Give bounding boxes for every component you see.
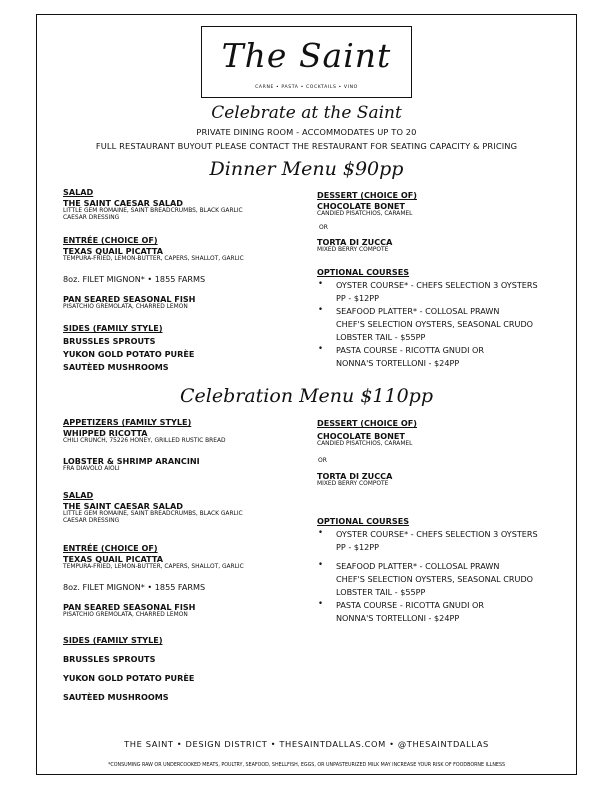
celebration-dessert-bonet: CHOCOLATE BONET <box>317 431 405 441</box>
dinner-salad-item: THE SAINT CAESAR SALAD <box>63 198 183 208</box>
footer-disclaimer: *CONSUMING RAW OR UNDERCOOKED MEATS, POULTRY, SEAFOOD, SHELLFISH, EGGS, OR UNPASTEURIZED MILK MAY INCREASE YOUR RISK OF FOODBORNE ILLNESS <box>107 763 506 768</box>
bullet-icon: • <box>318 279 324 289</box>
dinner-side-brussels: BRUSSLES SPROUTS <box>63 336 156 346</box>
dinner-sides-heading: SIDES (FAMILY STYLE) <box>63 323 163 333</box>
celebration-optional-oyster-price: PP - $12PP <box>336 542 380 552</box>
bullet-icon: • <box>318 528 324 538</box>
dinner-optional-pasta: PASTA COURSE - RICOTTA GNUDI OR <box>336 345 485 355</box>
dinner-dessert-torta-desc: MIXED BERRY COMPOTE <box>317 247 389 253</box>
bullet-icon: • <box>318 305 324 315</box>
footer-contact: THE SAINT • DESIGN DISTRICT • THESAINTDALLAS.COM • @THESAINTDALLAS <box>124 739 489 749</box>
bullet-icon: • <box>318 599 324 609</box>
dinner-optional-seafood-price: LOBSTER TAIL - $55PP <box>336 332 426 342</box>
celebration-dessert-or: OR <box>318 457 327 464</box>
celebration-entree-quail: TEXAS QUAIL PICATTA <box>63 554 164 564</box>
dinner-salad-desc-2: CAESAR DRESSING <box>63 215 120 221</box>
dinner-entree-fish: PAN SEARED SEASONAL FISH <box>63 294 196 304</box>
celebration-optional-pasta-price: NONNA'S TORTELLONI - $24PP <box>336 613 460 623</box>
dinner-optional-seafood: SEAFOOD PLATTER* - COLLOSAL PRAWN <box>336 306 500 316</box>
celebration-app-ricotta: WHIPPED RICOTTA <box>63 428 148 438</box>
celebration-salad-desc: LITTLE GEM ROMAINE, SAINT BREADCRUMBS, BLACK GARLIC <box>63 511 243 517</box>
celebration-entree-fish: PAN SEARED SEASONAL FISH <box>63 602 196 612</box>
logo-wordmark: The Saint <box>221 36 392 75</box>
celebration-dessert-torta: TORTA DI ZUCCA <box>317 471 393 481</box>
celebration-app-arancini: LOBSTER & SHRIMP ARANCINI <box>63 456 200 466</box>
bullet-icon: • <box>318 560 324 570</box>
dinner-optional-oyster: OYSTER COURSE* - CHEFS SELECTION 3 OYSTERS <box>336 280 538 290</box>
private-dining-line: PRIVATE DINING ROOM - ACCOMMODATES UP TO 20 <box>196 127 417 137</box>
celebration-side-potato: YUKON GOLD POTATO PURÈE <box>63 673 195 683</box>
celebration-dessert-heading: DESSERT (CHOICE OF) <box>317 418 417 428</box>
dinner-entree-quail: TEXAS QUAIL PICATTA <box>63 246 164 256</box>
dinner-dessert-bonet-desc: CANDIED PISATCHIOS, CARAMEL <box>317 211 413 217</box>
celebration-app-ricotta-desc: CHILI CRUNCH, 75226 HONEY, GRILLED RUSTIC BREAD <box>63 438 226 444</box>
dinner-optional-oyster-price: PP - $12PP <box>336 293 380 303</box>
logo-tagline: CARNE • PASTA • COCKTAILS • VINO <box>255 85 358 90</box>
dinner-optional-heading: OPTIONAL COURSES <box>317 267 410 277</box>
celebration-menu-title: Celebration Menu $110pp <box>180 385 433 407</box>
dinner-optional-seafood-2: CHEF'S SELECTION OYSTERS, SEASONAL CRUDO <box>336 319 534 329</box>
page-title: Celebrate at the Saint <box>211 103 402 123</box>
celebration-entree-filet: 8oz. FILET MIGNON* • 1855 FARMS <box>63 582 206 592</box>
dinner-dessert-or: OR <box>319 224 328 231</box>
buyout-line: FULL RESTAURANT BUYOUT PLEASE CONTACT THE RESTAURANT FOR SEATING CAPACITY & PRICING <box>95 141 518 151</box>
celebration-optional-seafood-price: LOBSTER TAIL - $55PP <box>336 587 426 597</box>
dinner-entree-heading: ENTRÉE (CHOICE OF) <box>63 235 158 245</box>
celebration-entree-fish-desc: PISATCHIO GREMOLATA, CHARRED LEMON <box>63 612 188 618</box>
logo-box <box>201 26 412 98</box>
dinner-entree-quail-desc: TEMPURA-FRIED, LEMON-BUTTER, CAPERS, SHALLOT, GARLIC <box>63 256 244 262</box>
celebration-app-arancini-desc: FRA DIAVOLO AIOLI <box>63 466 120 472</box>
dinner-salad-desc: LITTLE GEM ROMAINE, SAINT BREADCRUMBS, BLACK GARLIC <box>63 208 243 214</box>
celebration-optional-pasta: PASTA COURSE - RICOTTA GNUDI OR <box>336 600 485 610</box>
celebration-salad-item: THE SAINT CAESAR SALAD <box>63 501 183 511</box>
dinner-optional-pasta-price: NONNA'S TORTELLONI - $24PP <box>336 358 460 368</box>
dinner-entree-filet: 8oz. FILET MIGNON* • 1855 FARMS <box>63 274 206 284</box>
celebration-appetizers-heading: APPETIZERS (FAMILY STYLE) <box>63 417 192 427</box>
celebration-side-brussels: BRUSSLES SPROUTS <box>63 654 156 664</box>
bullet-icon: • <box>318 344 324 354</box>
dinner-side-potato: YUKON GOLD POTATO PURÈE <box>63 349 195 359</box>
celebration-salad-heading: SALAD <box>63 490 94 500</box>
dinner-side-mushrooms: SAUTÈED MUSHROOMS <box>63 362 169 372</box>
dinner-menu-title: Dinner Menu $90pp <box>209 158 404 180</box>
celebration-entree-quail-desc: TEMPURA-FRIED, LEMON-BUTTER, CAPERS, SHALLOT, GARLIC <box>63 564 244 570</box>
celebration-optional-oyster: OYSTER COURSE* - CHEFS SELECTION 3 OYSTERS <box>336 529 538 539</box>
dinner-salad-heading: SALAD <box>63 187 94 197</box>
dinner-dessert-torta: TORTA DI ZUCCA <box>317 237 393 247</box>
celebration-optional-heading: OPTIONAL COURSES <box>317 516 410 526</box>
celebration-dessert-bonet-desc: CANDIED PISATCHIOS, CARAMEL <box>317 441 413 447</box>
celebration-entree-heading: ENTRÉE (CHOICE OF) <box>63 543 158 553</box>
celebration-optional-seafood: SEAFOOD PLATTER* - COLLOSAL PRAWN <box>336 561 500 571</box>
celebration-optional-seafood-2: CHEF'S SELECTION OYSTERS, SEASONAL CRUDO <box>336 574 534 584</box>
celebration-salad-desc-2: CAESAR DRESSING <box>63 518 120 524</box>
celebration-sides-heading: SIDES (FAMILY STYLE) <box>63 635 163 645</box>
dinner-entree-fish-desc: PISATCHIO GREMOLATA, CHARRED LEMON <box>63 304 188 310</box>
celebration-dessert-torta-desc: MIXED BERRY COMPOTE <box>317 481 389 487</box>
dinner-dessert-heading: DESSERT (CHOICE OF) <box>317 190 417 200</box>
celebration-side-mushrooms: SAUTÈED MUSHROOMS <box>63 692 169 702</box>
dinner-dessert-bonet: CHOCOLATE BONET <box>317 201 405 211</box>
